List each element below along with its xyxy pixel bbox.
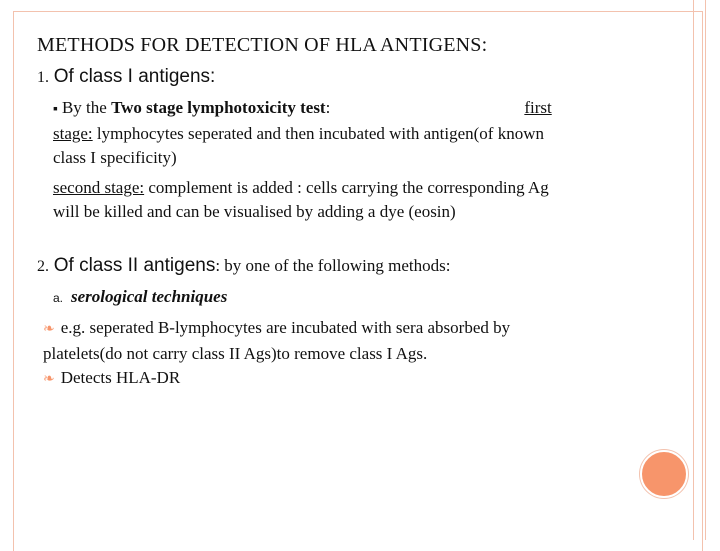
sub-bullet-2	[43, 368, 180, 388]
bullet-line-2	[53, 122, 552, 146]
bullet-colon: :	[325, 98, 331, 117]
sub-bullet-1	[43, 316, 510, 366]
bullet-line-1	[53, 96, 552, 122]
section-2-heading	[37, 255, 450, 277]
second-stage-line-1	[53, 176, 552, 200]
section-1-number: 1.	[37, 69, 49, 86]
section-1-body	[53, 96, 552, 224]
sub-item-a	[53, 287, 227, 307]
sub-bullet-2-text: Detects HLA-DR	[60, 368, 181, 387]
leaf-bullet-icon: ❧	[43, 372, 55, 387]
second-stage-text-2: will be killed and can be visualised by adding a dye (eosin)	[53, 202, 456, 221]
slide-frame	[13, 11, 703, 551]
second-stage-text-1: complement is added : cells carrying the corresponding Ag	[144, 178, 549, 197]
first-stage-word-2: stage:	[53, 124, 93, 143]
sub-item-title: serological techniques	[71, 287, 228, 306]
section-1-title: Of class I antigens:	[53, 66, 216, 87]
sub-bullet-1-text-2: platelets(do not carry class II Ags)to remove class I Ags.	[43, 344, 428, 363]
bullet-prefix: By the	[61, 98, 112, 117]
page-title: METHODS FOR DETECTION OF HLA ANTIGENS:	[37, 34, 488, 56]
square-bullet-icon: ▪	[53, 102, 58, 117]
rail-line-left	[693, 0, 694, 540]
section-2-title: Of class II antigens	[53, 255, 216, 276]
decorative-circle	[640, 450, 688, 498]
test-name: Two stage lymphotoxicity test	[111, 98, 326, 117]
first-stage-word-1: first	[524, 98, 552, 117]
section-2-rest: : by one of the following methods:	[215, 256, 451, 275]
section-1-heading	[37, 66, 215, 88]
first-stage-text-1: lymphocytes seperated and then incubated with antigen(of known	[92, 124, 544, 143]
section-2-number: 2.	[37, 258, 49, 275]
rail-line-right	[705, 0, 706, 540]
sub-bullet-1-text-1: e.g. seperated B-lymphocytes are incubated with sera absorbed by	[60, 318, 511, 337]
first-stage-text-2: class I specificity)	[53, 148, 177, 167]
second-stage-label: second stage:	[53, 178, 145, 197]
leaf-bullet-icon: ❧	[43, 322, 55, 337]
sub-item-letter: a.	[53, 291, 64, 305]
